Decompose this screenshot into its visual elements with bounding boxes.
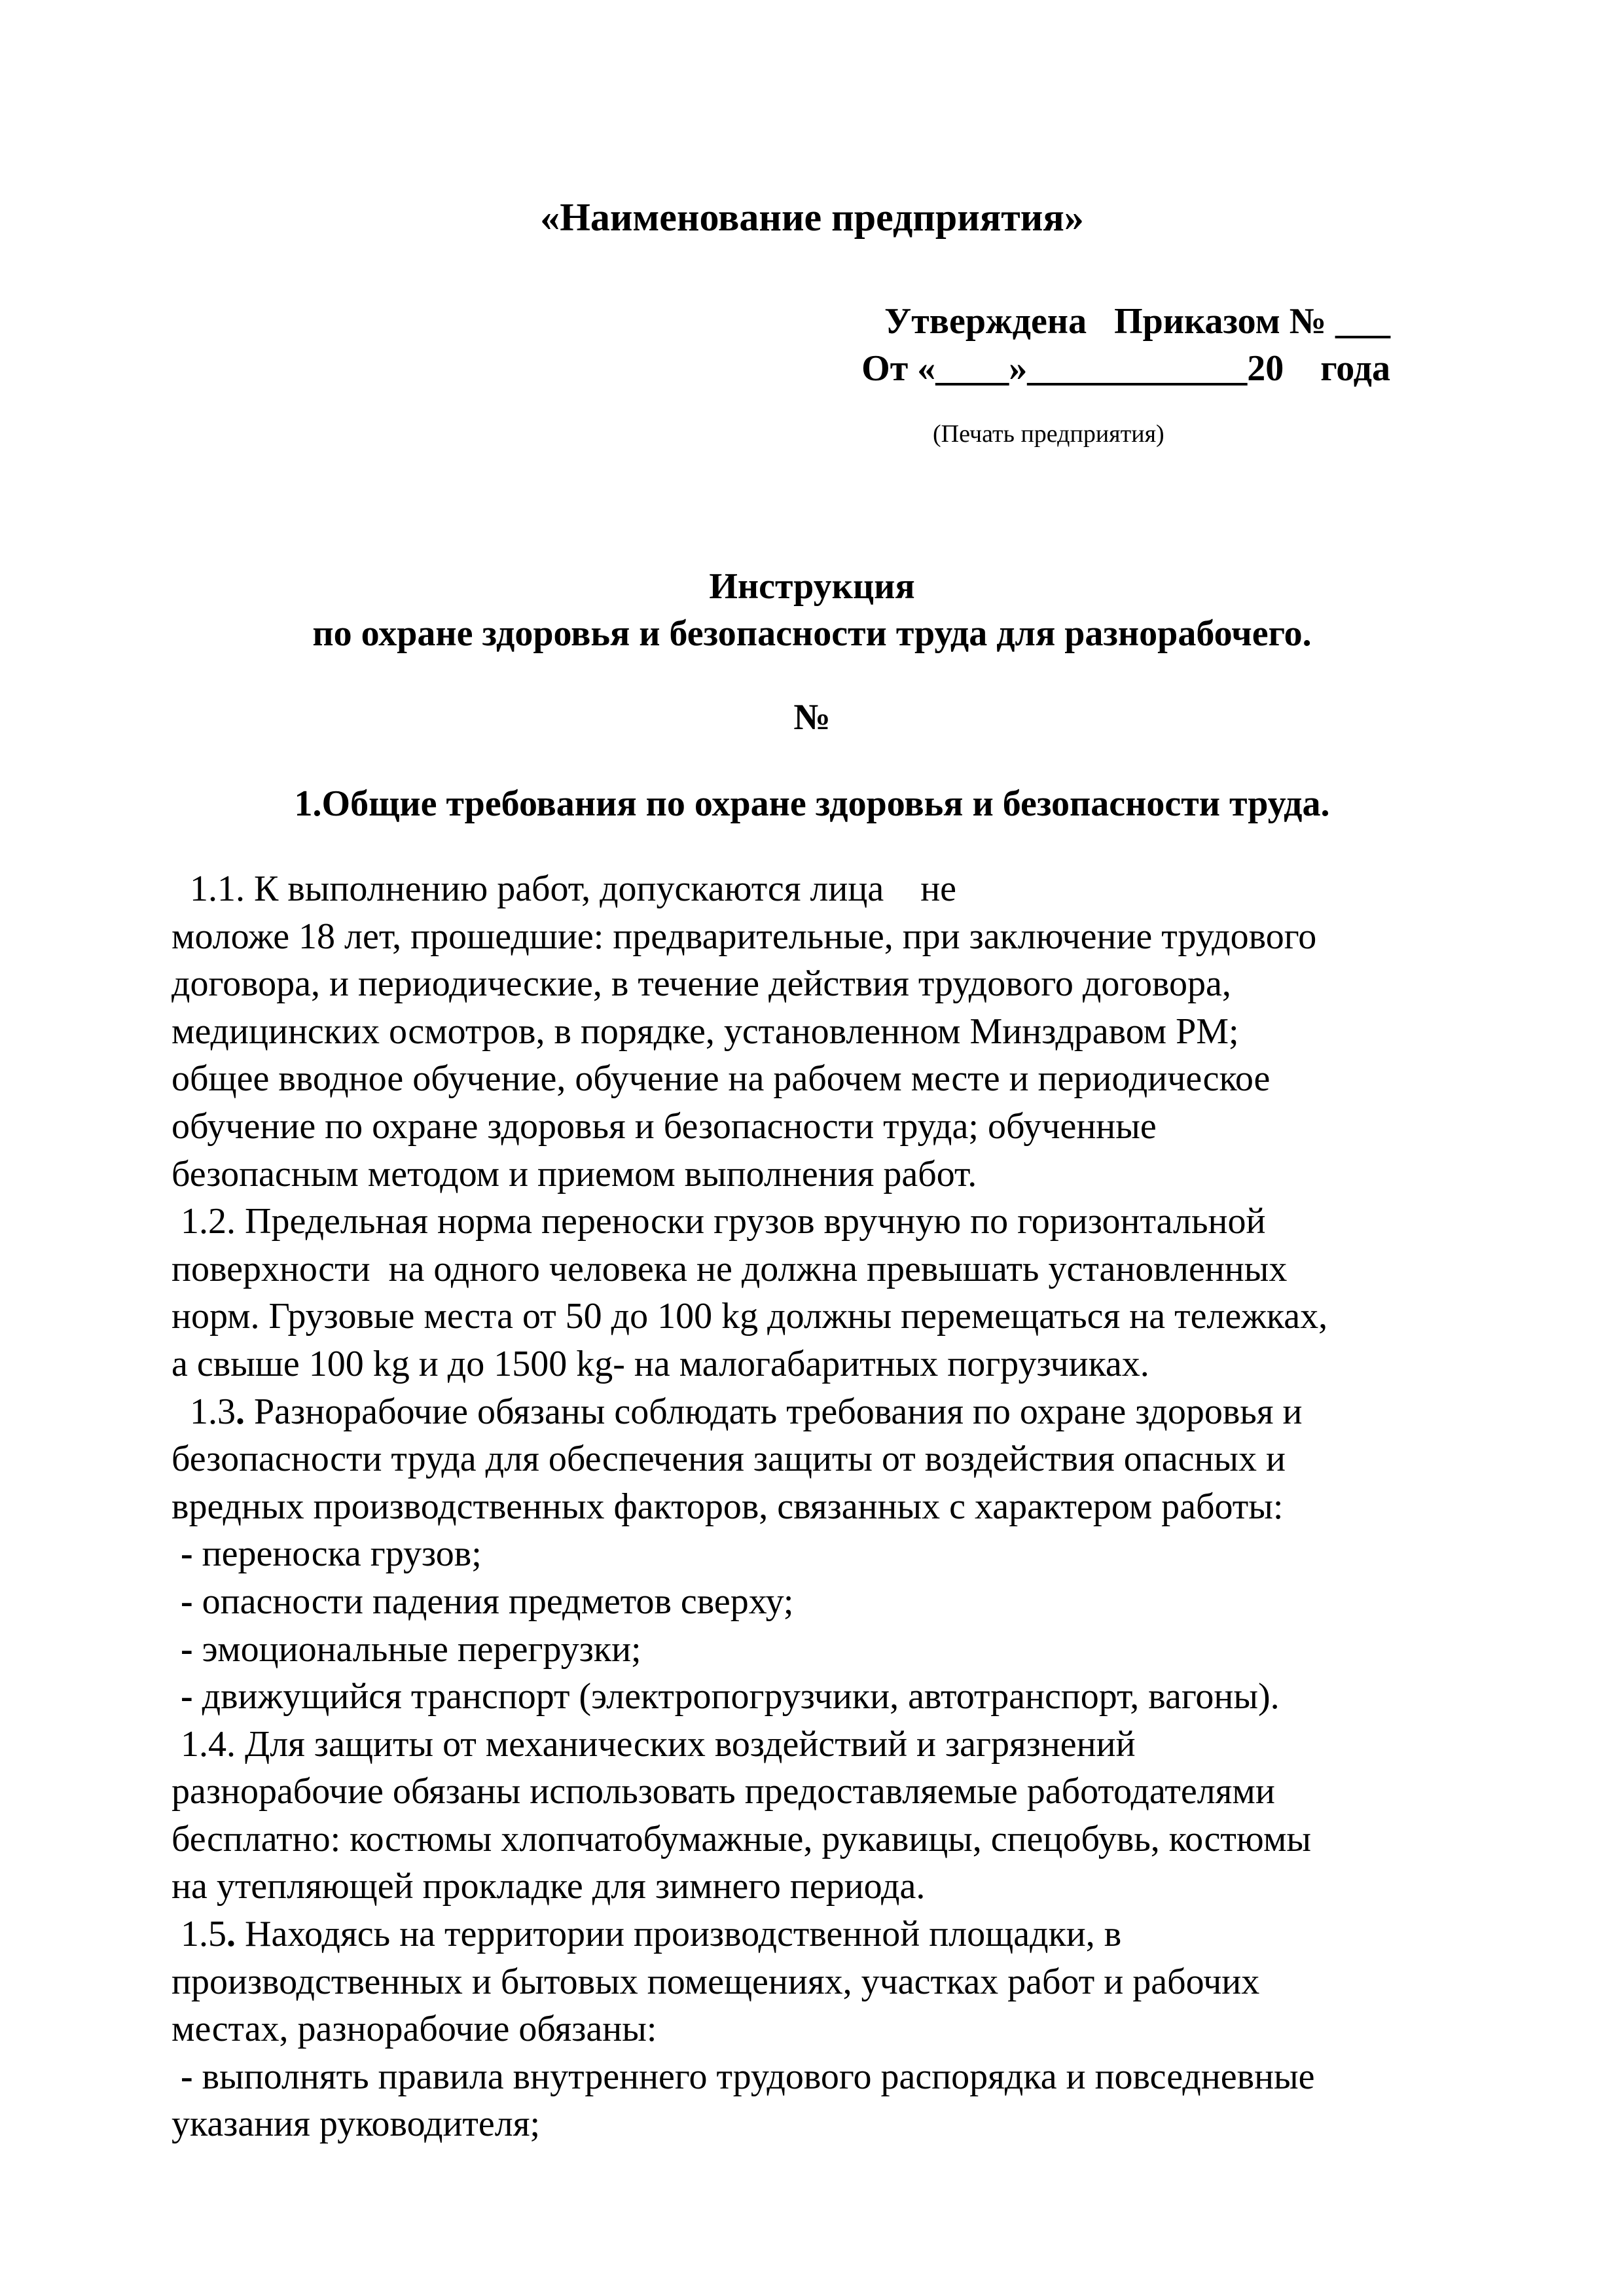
body-line: обучение по охране здоровья и безопасности труда; обученные <box>171 1105 1157 1147</box>
section-body <box>171 865 1454 2148</box>
body-line: указания руководителя; <box>171 2104 541 2145</box>
dash-bullet: - <box>171 1534 193 1575</box>
body-line: норм. Грузовые места от 50 до 100 kg должны перемещаться на тележках, <box>171 1296 1328 1337</box>
duty-text: выполнять правила внутреннего трудового распорядка и повседневные <box>192 2056 1315 2097</box>
dash-bullet: - <box>171 1676 193 1717</box>
paragraph-number-dot: . <box>236 1391 245 1432</box>
company-name: «Наименование предприятия» <box>540 196 1084 239</box>
body-line: медицинских осмотров, в порядке, установленном Минздравом РМ; <box>171 1011 1239 1052</box>
paragraph-number: 1.5 <box>171 1914 226 1955</box>
hazard-text: переноска грузов; <box>192 1534 482 1575</box>
hazard-text: эмоциональные перегрузки; <box>192 1628 641 1670</box>
body-line: на утепляющей прокладке для зимнего периода. <box>171 1866 926 1907</box>
paragraph-number: 1.3 <box>171 1391 236 1432</box>
dash-bullet: - <box>171 1581 193 1622</box>
instruction-title: Инструкция <box>709 566 915 607</box>
body-line: 1.4. Для защиты от механических воздействий и загрязнений <box>171 1723 1136 1765</box>
paragraph-1-3-line <box>171 1388 1454 1436</box>
body-line: общее вводное обучение, обучение на рабочем месте и периодическое <box>171 1058 1271 1100</box>
hazard-item <box>171 1626 1454 1674</box>
hazard-text: движущийся транспорт (электропогрузчики, автотранспорт, вагоны). <box>192 1676 1280 1717</box>
dash-bullet: - <box>171 2056 193 2097</box>
body-line: 1.2. Предельная норма переноски грузов вручную по горизонтальной <box>171 1201 1266 1242</box>
section-heading: 1.Общие требования по охране здоровья и безопасности труда. <box>294 783 1330 824</box>
hazard-item <box>171 1578 1454 1626</box>
body-line: безопасности труда для обеспечения защиты от воздействия опасных и <box>171 1439 1286 1480</box>
hazard-item <box>171 1673 1454 1721</box>
body-line: договора, и периодические, в течение действия трудового договора, <box>171 963 1231 1005</box>
body-line: поверхности на одного человека не должна превышать установленных <box>171 1248 1288 1289</box>
approval-date-line: От «____»____________20 года <box>861 348 1390 389</box>
approval-order-line: Утверждена Приказом № ___ <box>884 301 1390 342</box>
hazard-text: опасности падения предметов сверху; <box>192 1581 794 1622</box>
paragraph-text: Находясь на территории производственной площадки, в <box>236 1914 1122 1955</box>
body-line: местах, разнорабочие обязаны: <box>171 2009 657 2050</box>
duty-item <box>171 2053 1454 2101</box>
body-line: безопасным методом и приемом выполнения работ. <box>171 1153 977 1194</box>
paragraph-text: Разнорабочие обязаны соблюдать требования по охране здоровья и <box>245 1391 1303 1432</box>
instruction-title-block <box>0 563 1624 657</box>
body-line: а свыше 100 kg и до 1500 kg- на малогабаритных погрузчиках. <box>171 1343 1149 1384</box>
instruction-number: № <box>793 697 831 738</box>
body-line: разнорабочие обязаны использовать предоставляемые работодателями <box>171 1771 1275 1812</box>
body-line: бесплатно: костюмы хлопчатобумажные, рукавицы, спецобувь, костюмы <box>171 1818 1312 1859</box>
instruction-subtitle: по охране здоровья и безопасности труда для разнорабочего. <box>312 613 1312 654</box>
seal-note: (Печать предприятия) <box>933 420 1164 448</box>
hazard-item <box>171 1530 1454 1578</box>
dash-bullet: - <box>171 1628 193 1670</box>
paragraph-1-5-line <box>171 1910 1454 1958</box>
body-line: 1.1. К выполнению работ, допускаются лица не <box>171 869 957 909</box>
body-line: производственных и бытовых помещениях, участках работ и рабочих <box>171 1961 1260 2002</box>
body-line: моложе 18 лет, прошедшие: предварительные, при заключение трудового <box>171 916 1317 957</box>
body-line: вредных производственных факторов, связанных с характером работы: <box>171 1486 1284 1527</box>
paragraph-number-dot: . <box>226 1914 236 1955</box>
approval-block <box>861 298 1390 392</box>
